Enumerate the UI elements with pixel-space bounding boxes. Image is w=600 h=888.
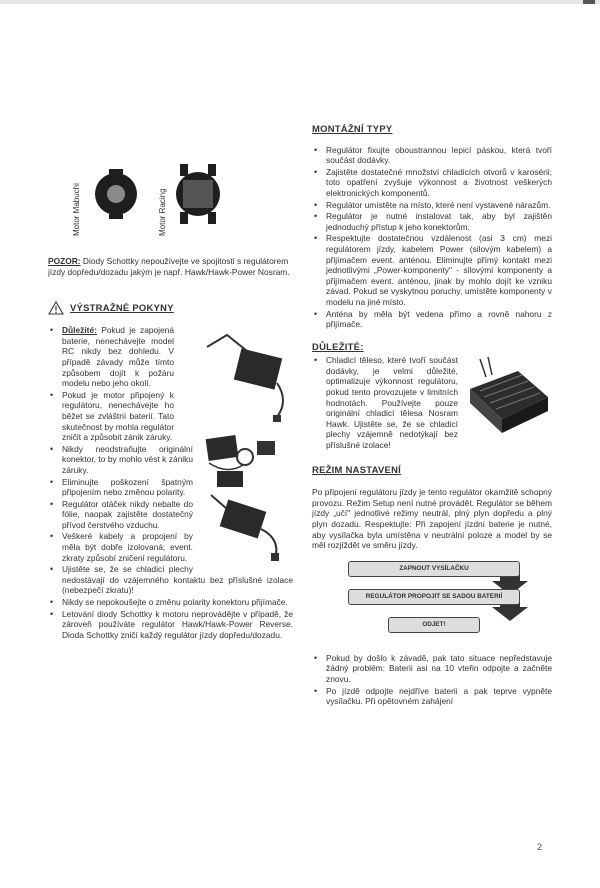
list-item: • Letování diody Schottky k motoru neprovádějte v případě, že zároveň používáte regulátor Hawk/Hawk-Power Reverse. Dioda Schottky zničí každý regulátor jízdy dopředu/dozadu. bbox=[48, 609, 293, 641]
list-item: • Regulátor fixujte oboustrannou lepicí páskou, která tvoří součást dodávky. bbox=[312, 145, 552, 166]
first-warning-label: Důležité: bbox=[62, 325, 97, 336]
list-item: • Chladicí těleso, které tvoří součást dodávky, je velmi důležité, optimalizuje výkonnost regulátoru, pokud tento provozujete v limitních hodnotách. Používejte pouze originální chladicí tělesa Nosram Hawk. Ujistěte se, že se chladicí plechy vzájemně nedotýkají bez příslušné izolace! bbox=[312, 355, 552, 450]
rezim-section bbox=[312, 465, 552, 551]
after-list bbox=[312, 653, 552, 707]
list-item: • Nikdy se nepokoušejte o změnu polarity konektoru přijímače. bbox=[48, 597, 293, 608]
flow-step-2: REGULÁTOR PROPOJIT SE SADOU BATERIÍ bbox=[348, 589, 520, 605]
flow-step-3: ODJET! bbox=[388, 617, 480, 633]
motor-label-racing: Motor Racing bbox=[158, 188, 167, 236]
pozor-note bbox=[48, 256, 293, 277]
list-item: • Veškeré kabely a propojení by měla být dobře izolovaná; event. zkraty způsobí zničení regulátoru. bbox=[48, 531, 293, 563]
list-item: • Zajistěte dostatečné množství chladicích otvorů v karosérii; toto opatření zvyšuje výkonnost a životnost veškerých elektronických komponentů. bbox=[312, 167, 552, 199]
list-item: • Regulátor je nutné instalovat tak, aby byl zajištěn jednoduchý přístup k jeho konektorům. bbox=[312, 211, 552, 232]
pozor-label: POZOR: bbox=[48, 256, 81, 266]
setup-flow bbox=[328, 559, 528, 639]
warnings-block bbox=[48, 325, 293, 640]
top-border bbox=[0, 0, 600, 4]
list-item: • Pokud by došlo k závadě, pak tato situace nepředstavuje žádný problém: Baterii asi na 10 vteřin odpojte a začněte znovu. bbox=[312, 653, 552, 685]
list-item bbox=[48, 325, 174, 389]
dulezite-title: DŮLEŽITÉ: bbox=[312, 340, 364, 352]
warning-title: VÝSTRAŽNÉ POKYNY bbox=[70, 301, 174, 313]
warning-heading bbox=[48, 301, 293, 315]
list-item: • Respektujte dostatečnou vzdálenost (asi 3 cm) mezi regulátorem jízdy, kabelem Power (silovým kabelem) a přijímačem event. anténou. Eliminujte přímý kontakt mezi jednotlivými „Power-komponenty" - silovými komponenty a přijímačem event. anténou, jinak by mohlo dojít ke vzniku závad. Pokud se vyskytnou poruchy, umístěte komponenty v modelu na jiné místo. bbox=[312, 233, 552, 307]
page-number: 2 bbox=[537, 842, 543, 852]
list-item: • Anténa by měla být vedena přímo a rovně nahoru z přijímače. bbox=[312, 309, 552, 330]
left-column bbox=[48, 150, 293, 641]
motor-illustrations bbox=[48, 150, 293, 248]
dulezite-section bbox=[312, 342, 552, 451]
list-item: • Pokud je motor připojený k regulátoru, nenechávejte ho běžet se zvláštní baterií. Tato skutečnost by mohla regulátor zničit a způsobit zánik záruky. bbox=[48, 390, 174, 443]
montazni-list bbox=[312, 145, 552, 330]
list-item: • Regulátor otáček nikdy nebalte do fólie, naopak zajistěte dostatečný přívod čerstvého vzduchu. bbox=[48, 499, 293, 531]
warning-triangle-icon bbox=[48, 301, 64, 315]
first-warning-text: Pokud je zapojená baterie, nenechávejte model RC nikdy bez dohledu. V případě závady může tímto způsobem dojít k požáru modelu nebo jeho okolí. bbox=[62, 325, 174, 389]
pozor-text: Diody Schottky nepoužívejte ve spojitosti s regulátorem jízdy dopředu/dozadu jakým je např. Hawk/Hawk-Power Nosram. bbox=[48, 256, 290, 277]
top-mark bbox=[583, 0, 595, 4]
list-item: • Eliminujte poškození špatným připojením nebo změnou polarity. bbox=[48, 477, 293, 498]
rezim-text: Po připojení regulátoru jízdy je tento regulátor okamžitě schopný provozu. Režim Setup není nutné provádět. Regulátor se během jízdy „učí" jednotlivé režimy neutrál, plný plyn dopředu a plný plyn dozadu. Respektujte: Při zapojení jízdní baterie je nutné, aby vysílačka byla umístěna v neutrální poloze a model by se měl rozjíždět ve směru jízdy. bbox=[312, 487, 552, 551]
motor-label-mabuchi: Motor Mabuchi bbox=[72, 183, 81, 236]
list-item: • Ujistěte se, že se chladicí plechy nedostávají do vzájemného kontaktu bez příslušné izolace (nebezpečí zkratu)! bbox=[48, 564, 293, 596]
right-column bbox=[312, 124, 552, 708]
list-item: • Nikdy neodstraňujte originální konektor, to by mohlo vést k zániku záruky. bbox=[48, 444, 293, 476]
rezim-title: REŽIM NASTAVENÍ bbox=[312, 463, 402, 475]
flow-step-1: ZAPNOUT VYSÍLAČKU bbox=[348, 561, 520, 577]
montazni-title: MONTÁŽNÍ TYPY bbox=[312, 123, 393, 134]
list-item: • Po jízdě odpojte nejdříve baterii a pak teprve vypněte vysílačku. Při opětovném zahájení bbox=[312, 686, 552, 707]
list-item: • Regulátor umístěte na místo, které není vystavené nárazům. bbox=[312, 200, 552, 211]
dulezite-list bbox=[312, 355, 552, 450]
